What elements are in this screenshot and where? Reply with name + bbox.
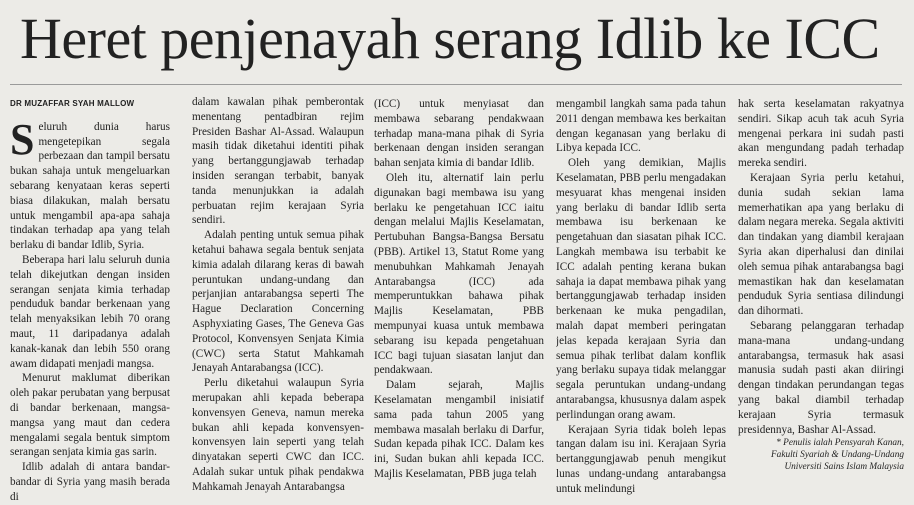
- paragraph: (ICC) untuk menyiasat dan membawa sebarang pendakwaan terhadap mana-mana pihak di Syria berkenaan dengan insiden serangan bahan senjata kimia di bandar Idlib.: [374, 98, 544, 170]
- paragraph: Dalam sejarah, Majlis Keselamatan mengambil inisiatif sama pada tahun 2005 yang membawa masalah berlaku di Darfur, Sudan kepada pihak ICC. Dalam kes ini, Sudan bukan ahli kepada ICC. Majlis Keselamatan, PBB juga telah: [374, 379, 544, 480]
- column-2: [192, 95, 364, 495]
- paragraph: mengambil langkah sama pada tahun 2011 dengan membawa kes berkaitan dengan keganasan yang berlaku di Libya kepada ICC.: [556, 98, 726, 155]
- column-3: [374, 97, 544, 482]
- paragraph: Menurut maklumat diberikan oleh pakar perubatan yang berpusat di bandar berkenaan, mangsa-mangsa yang maut dan cedera mengalami segala bentuk simptom serangan senjata kimia gas sarin.: [10, 372, 170, 459]
- paragraph-text: eluruh dunia harus mengetepikan segala perbezaan dan tampil bersatu bukan sahaja untuk mengeluarkan sebarang kenyataan keras seperti biasa dilakukan, malah bersatu untuk mengambil apa-apa sahaja tindakan terhadap apa yang telah berlaku di bandar Idlib, Syria.: [10, 120, 170, 252]
- paragraph: dalam kawalan pihak pemberontak menentang pentadbiran rejim Presiden Bashar Al-Assad. Walaupun masih tidak diketahui identiti pihak yang bertanggungjawab terhadap insiden serangan terbabit, banyak tanda menunjukkan ia adalah perbuatan rejim kerajaan Syria sendiri.: [192, 96, 364, 227]
- column-1: [10, 97, 170, 505]
- paragraph: Kerajaan Syria perlu ketahui, dunia sudah sekian lama memerhatikan apa yang berlaku di dalam negara mereka. Segala aktiviti dan tindakan yang diambil kerajaan Syria akan diperhalusi dan dinilai oleh semua pihak antarabangsa bagi memastikan hak dan keselamatan penduduk Syria sentiasa dilindungi dan dihormati.: [738, 171, 904, 318]
- column-4: [556, 97, 726, 497]
- paragraph: Idlib adalah di antara bandar-bandar di Syria yang masih berada di: [10, 461, 170, 503]
- column-5: [738, 97, 904, 473]
- headline: Heret penjenayah serang Idlib ke ICC: [20, 6, 880, 71]
- paragraph: [10, 114, 170, 253]
- paragraph: Beberapa hari lalu seluruh dunia telah dikejutkan dengan insiden serangan senjata kimia terhadap penduduk bandar berkenaan yang telah menyaksikan lebih 70 orang maut, 11 daripadanya adalah kanak-kanak dan lebih 550 orang awam didapati menjadi mangsa.: [10, 253, 170, 370]
- paragraph: Oleh itu, alternatif lain perlu digunakan bagi membawa isu yang berlaku ke pengetahuan ICC iaitu dengan melalui Majlis Keselamatan, Pertubuhan Bangsa-Bangsa Bersatu (PBB). Artikel 13, Statut Rome yang menubuhkan Mahkamah Jenayah Antarabangsa (ICC) ada memperuntukkan bahawa pihak Majlis Keselamatan, PBB mempunyai kuasa untuk membawa sebarang isu kepada pengetahuan ICC bagi tujuan siasatan lanjut dan pendakwaan.: [374, 171, 544, 377]
- paragraph: Sebarang pelanggaran terhadap mana-mana undang-undang antarabangsa, termasuk hak asasi manusia sudah pasti akan diiringi dengan tindakan perundangan tegas yang bakal diambil terhadap kerajaan Syria termasuk presidennya, Bashar Al-Assad.: [738, 319, 904, 436]
- dropcap: S: [10, 114, 35, 164]
- paragraph: Kerajaan Syria tidak boleh lepas tangan dalam isu ini. Kerajaan Syria bertanggungjawab penuh mengikut lunas undang-undang antarabangsa untuk melindungi: [556, 423, 726, 495]
- author-footnote: * Penulis ialah Pensyarah Kanan, Fakulti Syariah & Undang-Undang Universiti Sains Islam Malaysia: [771, 438, 904, 473]
- paragraph: Adalah penting untuk semua pihak ketahui bahawa segala bentuk senjata kimia adalah dilarang keras di bawah peruntukan undang-undang dan perjanjian antarabangsa seperti The Hague Declaration Concerning Asphyxiating Gases, The Geneva Gas Protocol, Konvensyen Senjata Kimia (CWC) serta Statut Mahkamah Jenayah Antarabangsa (ICC).: [192, 229, 364, 375]
- byline: DR MUZAFFAR SYAH MALLOW: [10, 99, 135, 108]
- headline-rule: [10, 84, 902, 85]
- paragraph: hak serta keselamatan rakyatnya sendiri. Sikap acuh tak acuh Syria mengenai perkara ini sudah pasti akan mengundang padah terhadap mereka sendiri.: [738, 98, 904, 170]
- paragraph: Perlu diketahui walaupun Syria merupakan ahli kepada beberapa konvensyen Geneva, namun mereka bukan ahli kepada konvensyen-konvensyen lain seperti yang telah dinyatakan seperti CWC dan ICC. Adalah sukar untuk pihak pendakwa Mahkamah Jenayah Antarabangsa: [192, 377, 364, 493]
- paragraph: Oleh yang demikian, Majlis Keselamatan, PBB perlu mengadakan mesyuarat khas mengenai insiden yang berlaku di bandar Idlib serta membawa isu berkenaan ke pengetahuan dan siasatan pihak ICC. Langkah membawa isu terbabit ke ICC adalah penting kerana bukan sahaja ia dapat membawa pihak yang bertanggungjawab terhadap insiden berkenaan ke muka pengadilan, malah dapat memberi peringatan jelas kepada kerajaan Syria dan semua pihak terlibat dalam konflik yang berlaku supaya tidak melanggar segala peruntukan undang-undang antarabangsa, khususnya dalam aspek perlindungan orang awam.: [556, 157, 726, 421]
